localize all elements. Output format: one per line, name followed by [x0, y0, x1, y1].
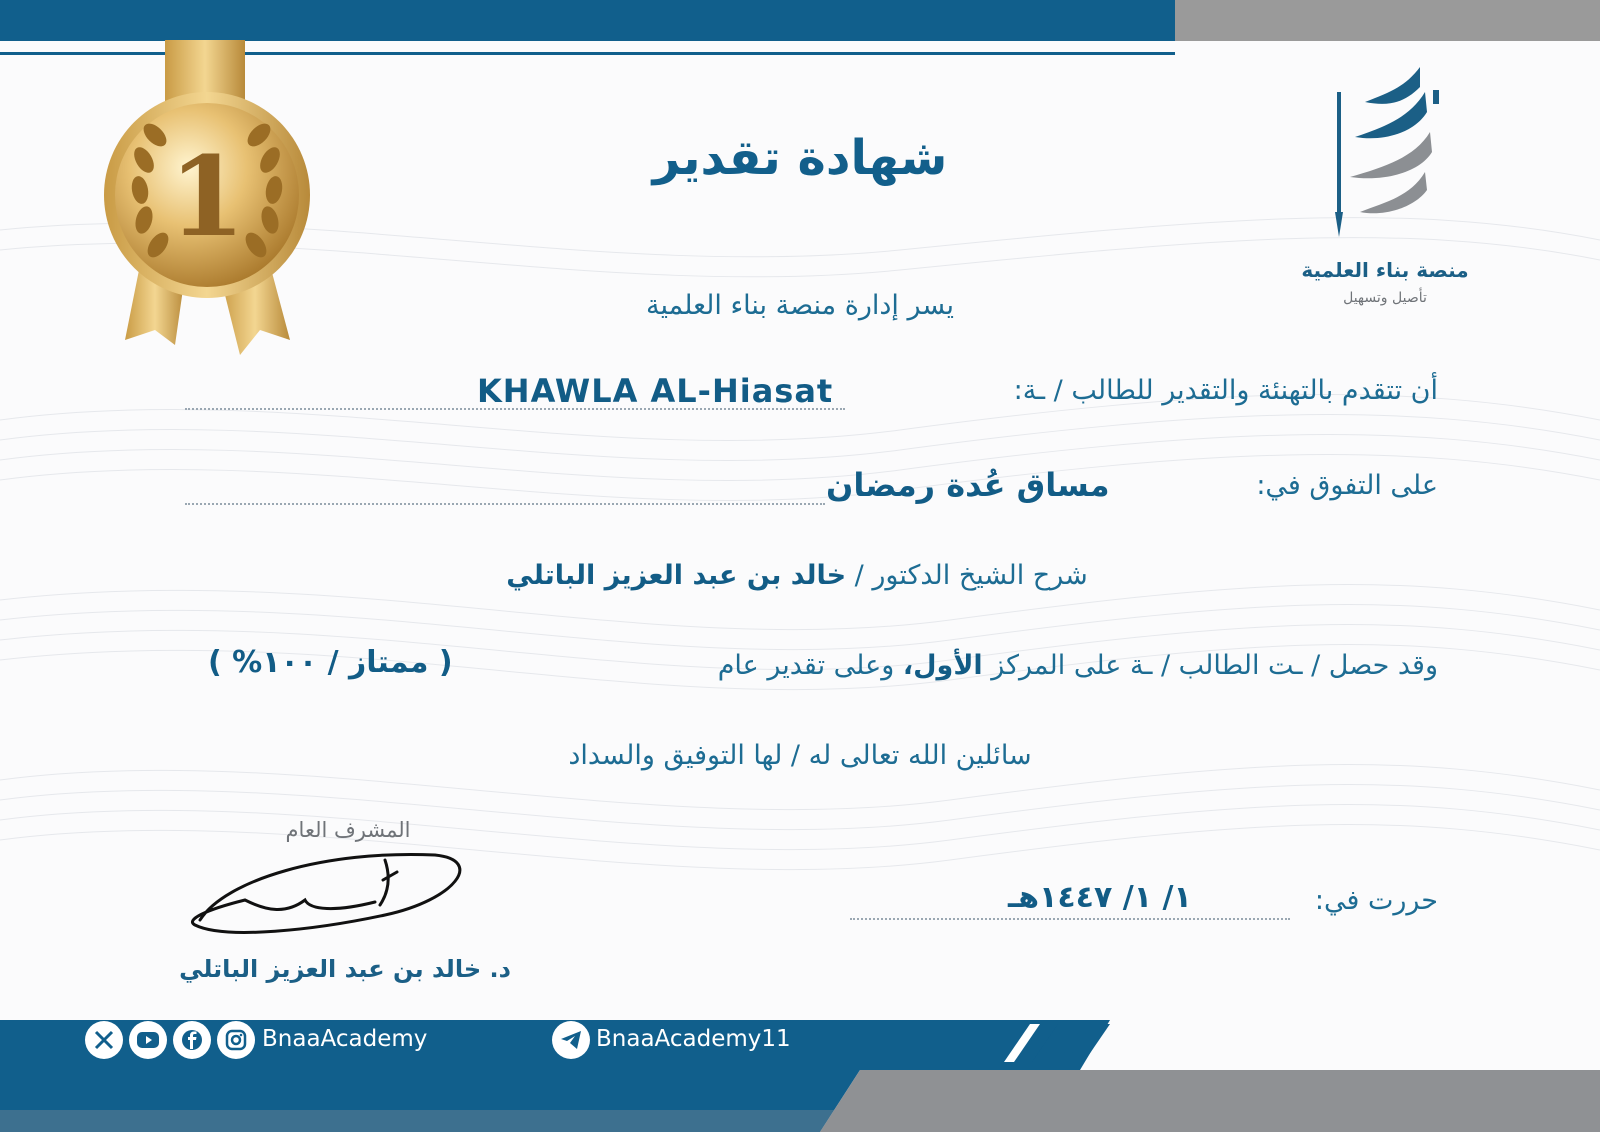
congrats-prefix: أن تتقدم بالتهنئة والتقدير للطالب / ـة: — [1013, 375, 1438, 406]
telegram-handle[interactable]: BnaaAcademy11 — [596, 1026, 791, 1052]
explanation-prefix: شرح الشيخ الدكتور / — [854, 560, 1088, 591]
rank: الأول، — [902, 650, 983, 681]
certificate-title: شهادة تقدير — [652, 130, 948, 186]
date-value: ١/ ١/ ١٤٤٧هـ — [1008, 880, 1192, 915]
facebook-icon[interactable] — [173, 1021, 211, 1059]
intro-line: يسر إدارة منصة بناء العلمية — [645, 290, 955, 321]
bnaa-logo-icon — [1335, 62, 1455, 252]
course-dotted-line — [185, 503, 825, 505]
explainer-name: خالد بن عبد العزيز الباتلي — [506, 560, 847, 591]
youtube-icon[interactable] — [129, 1021, 167, 1059]
result-line — [718, 650, 1438, 681]
top-band-blue — [0, 0, 1175, 41]
date-dotted-line — [850, 918, 1290, 920]
gold-medal-icon — [100, 40, 330, 370]
excellence-prefix: على التفوق في: — [1256, 470, 1438, 501]
top-band-grey — [1175, 0, 1600, 41]
grade: ( ممتاز / ١٠٠% ) — [208, 645, 453, 680]
result-prefix: وقد حصل / ـت الطالب / ـة على المركز — [991, 650, 1438, 681]
logo-slogan: تأصيل وتسهيل — [1343, 290, 1427, 306]
supervisor-name: د. خالد بن عبد العزيز الباتلي — [179, 955, 511, 983]
x-icon[interactable] — [85, 1021, 123, 1059]
signature-icon — [185, 840, 475, 950]
instagram-icon[interactable] — [217, 1021, 255, 1059]
course-name: مساق عُدة رمضان — [826, 466, 1110, 504]
social-handle[interactable]: BnaaAcademy — [262, 1026, 428, 1052]
grade-prefix: وعلى تقدير عام — [717, 650, 895, 681]
closing-line: سائلين الله تعالى له / لها التوفيق والسداد — [568, 740, 1032, 771]
telegram-icon[interactable] — [552, 1021, 590, 1059]
explanation-line — [412, 560, 1182, 591]
social-icons — [85, 1020, 255, 1060]
student-name: KHAWLA AL-Hiasat — [477, 372, 834, 410]
logo-name: منصة بناء العلمية — [1301, 258, 1469, 282]
date-label: حررت في: — [1314, 885, 1438, 916]
supervisor-title: المشرف العام — [285, 818, 411, 842]
medal-number: 1 — [168, 132, 246, 261]
